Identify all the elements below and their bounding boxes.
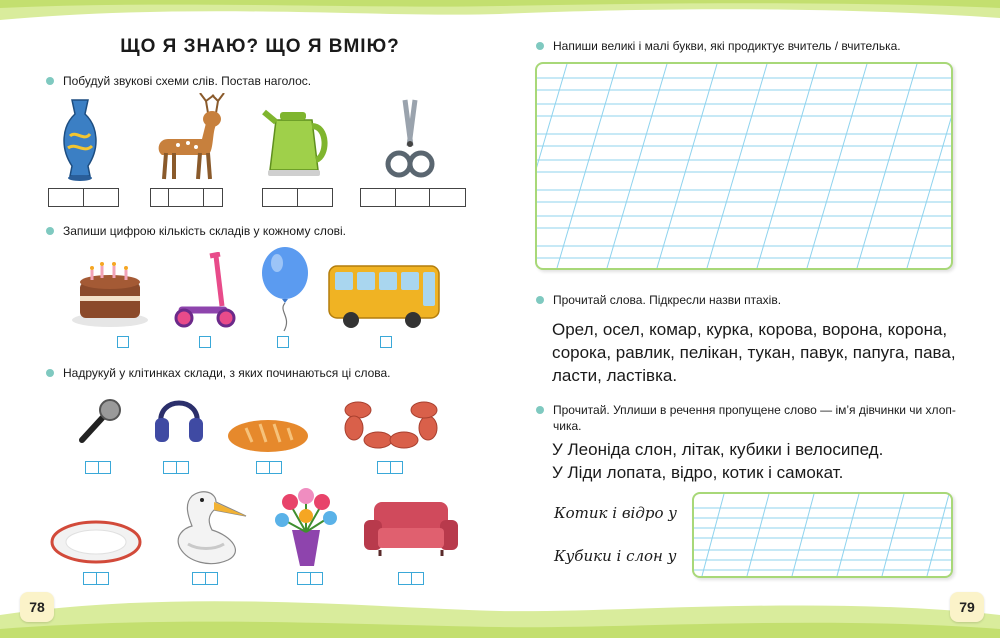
task-underline-birds bbox=[536, 292, 781, 308]
vase-icon bbox=[58, 96, 102, 182]
bullet-icon bbox=[536, 406, 544, 414]
sausages-icon bbox=[342, 398, 440, 450]
syllable-box-bus[interactable] bbox=[380, 336, 392, 348]
deer-icon bbox=[148, 93, 232, 183]
syllable-cells-plate[interactable] bbox=[83, 572, 109, 585]
syllable-cells-pelican[interactable] bbox=[192, 572, 218, 585]
task-first-syllables bbox=[46, 365, 391, 381]
bullet-icon bbox=[46, 369, 54, 377]
sound-scheme-scissors[interactable] bbox=[360, 188, 466, 207]
sofa-icon bbox=[362, 496, 460, 560]
scissors-icon bbox=[385, 96, 435, 182]
letter-writing-area[interactable] bbox=[535, 62, 953, 270]
bus-icon bbox=[325, 258, 443, 330]
task-syllable-count bbox=[46, 223, 346, 239]
syllable-cells-sausages[interactable] bbox=[377, 461, 403, 474]
syllable-cells-headphones[interactable] bbox=[163, 461, 189, 474]
ruled-lines bbox=[694, 494, 951, 576]
kettle-icon bbox=[262, 100, 332, 180]
scooter-icon bbox=[170, 252, 240, 330]
sound-scheme-deer[interactable] bbox=[150, 188, 223, 207]
headphones-icon bbox=[153, 388, 205, 446]
syllable-box-cake[interactable] bbox=[117, 336, 129, 348]
task-text: Запиши цифрою кількість складів у кожному слові. bbox=[63, 224, 347, 238]
plate-icon bbox=[50, 516, 142, 566]
page-title: ЩО Я ЗНАЮ? ЩО Я ВМІЮ? bbox=[120, 36, 400, 57]
task-sound-schemes bbox=[46, 73, 311, 89]
syllable-box-balloon[interactable] bbox=[277, 336, 289, 348]
syllable-box-scooter[interactable] bbox=[199, 336, 211, 348]
sound-scheme-kettle[interactable] bbox=[262, 188, 333, 207]
syllable-cells-sofa[interactable] bbox=[398, 572, 424, 585]
bullet-icon bbox=[536, 296, 544, 304]
task-text: Надрукуй у клітинках склади, з яких починаються ці слова. bbox=[63, 366, 391, 380]
word-list: Орел, осел, комар, курка, корова, ворона, корона, сорока, равлик, пелікан, тукан, павук, папуга, пава, ласти, ластівка. bbox=[552, 320, 956, 385]
bullet-icon bbox=[46, 77, 54, 85]
sentence-lida: У Ліди лопата, відро, котик і самокат. bbox=[552, 463, 844, 482]
task-dictation bbox=[536, 38, 901, 54]
task-text: Прочитай. Уплиши в речення пропущене слово — ім’я дівчинки чи хлоп-чика. bbox=[553, 403, 956, 433]
ruled-lines bbox=[537, 64, 951, 268]
top-decor-band bbox=[0, 0, 1000, 40]
cake-icon bbox=[70, 258, 150, 328]
page-number-right: 79 bbox=[950, 592, 984, 622]
microphone-icon bbox=[74, 398, 124, 446]
pelican-icon bbox=[158, 486, 250, 570]
syllable-cells-flowers[interactable] bbox=[297, 572, 323, 585]
bullet-icon bbox=[46, 227, 54, 235]
task-text: Прочитай слова. Підкресли назви птахів. bbox=[553, 293, 782, 307]
task-insert-name bbox=[536, 402, 966, 434]
bottom-decor-band bbox=[0, 585, 1000, 638]
syllable-cells-microphone[interactable] bbox=[85, 461, 111, 474]
task-text: Побудуй звукові схеми слів. Постав наголос. bbox=[63, 74, 312, 88]
bullet-icon bbox=[536, 42, 544, 50]
handwritten-line-1: Котик і відро у bbox=[554, 504, 677, 522]
sentence-leonid: У Леоніда слон, літак, кубики і велосипед. bbox=[552, 440, 884, 459]
flowers-icon bbox=[270, 486, 342, 568]
sound-scheme-vase[interactable] bbox=[48, 188, 119, 207]
task-text: Напиши великі і малі букви, які продиктує вчитель / вчителька. bbox=[553, 39, 901, 53]
balloon-icon bbox=[258, 245, 312, 333]
name-writing-area[interactable] bbox=[692, 492, 953, 578]
page-number-left: 78 bbox=[20, 592, 54, 622]
handwritten-line-2: Кубики і слон у bbox=[554, 547, 677, 565]
bread-icon bbox=[226, 414, 310, 454]
syllable-cells-bread[interactable] bbox=[256, 461, 282, 474]
